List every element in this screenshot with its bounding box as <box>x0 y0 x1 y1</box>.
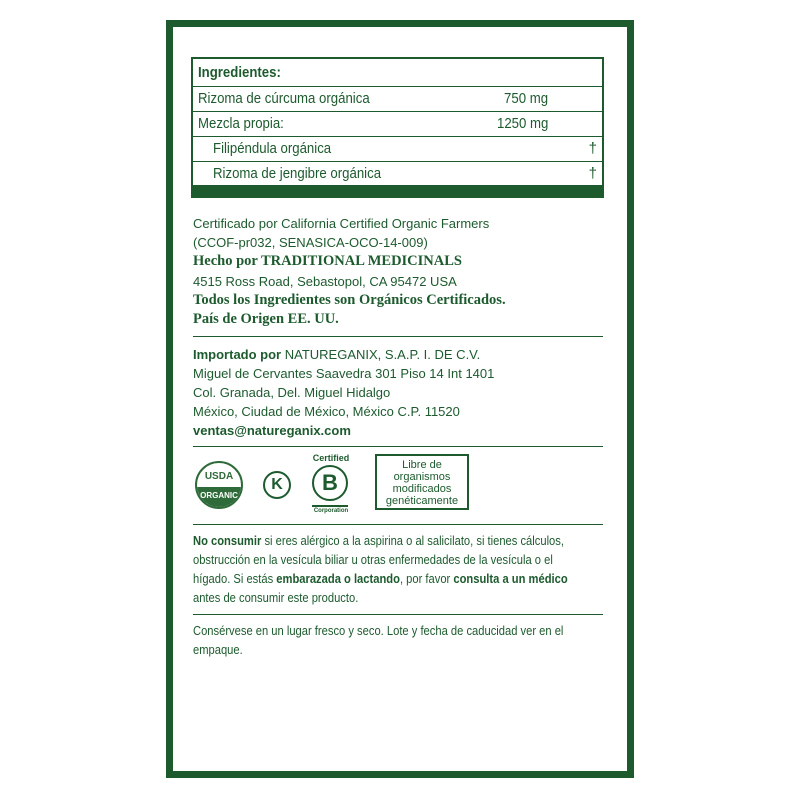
ingredient-dagger: † <box>588 140 597 157</box>
bcorp-b-icon: B <box>312 465 348 501</box>
gmo-line: genéticamente <box>385 495 459 507</box>
ingredient-name: Rizoma de cúrcuma orgánica <box>198 90 370 107</box>
warning-line: antes de consumir este producto. <box>193 590 359 605</box>
manufacturer <box>193 253 462 270</box>
manufacturer-company: TRADITIONAL MEDICINALS <box>260 253 462 269</box>
importer-company: NATUREGANIX, S.A.P. I. DE C.V. <box>284 347 481 362</box>
warning-text: , por favor <box>399 571 454 586</box>
ingredient-name: Filipéndula orgánica <box>213 140 332 157</box>
importer-prefix: Importado por <box>193 347 282 362</box>
gmo-line: modificados <box>392 483 452 495</box>
section-divider <box>193 336 603 337</box>
warning-text: si eres alérgico a la aspirina o al salicilato, si tienes cálculos, <box>261 533 564 548</box>
bcorp-underline <box>312 505 348 507</box>
warning-bold: embarazada o lactando <box>276 571 400 586</box>
storage-line: Consérvese en un lugar fresco y seco. Lote y fecha de caducidad ver en el <box>193 623 564 638</box>
warning-text: hígado. Si estás <box>193 571 277 586</box>
importer-email: ventas@natureganix.com <box>193 423 351 438</box>
manufacturer-prefix: Hecho por <box>193 253 258 269</box>
usda-logo-text: USDA <box>204 471 234 482</box>
section-divider <box>193 524 603 525</box>
importer-address-2: Col. Granada, Del. Miguel Hidalgo <box>193 385 391 400</box>
ingredient-row <box>193 87 602 111</box>
bcorp-certified-text: Certified <box>312 453 350 463</box>
certification-codes: (CCOF-pr032, SENASICA-OCO-14-009) <box>193 235 428 250</box>
kosher-logo: K <box>263 471 291 499</box>
usda-organic-logo <box>195 461 243 509</box>
bcorp-logo <box>307 453 355 517</box>
importer-line <box>193 347 480 362</box>
certification-line: Certificado por California Certified Organic Farmers <box>193 216 490 231</box>
ingredient-name: Mezcla propia: <box>198 115 284 132</box>
section-divider <box>193 614 603 615</box>
ingredient-amount: 1250 mg <box>496 115 548 132</box>
warning-line: obstrucción en la vesícula biliar u otras enfermedades de la vesícula o el <box>193 552 553 567</box>
ingredient-row <box>193 137 602 161</box>
gmo-line: Libre de <box>402 459 442 471</box>
label-frame <box>166 20 634 778</box>
warning-bold: No consumir <box>193 533 262 548</box>
ingredient-amount: 750 mg <box>503 90 548 107</box>
storage-line: empaque. <box>193 642 243 657</box>
importer-address-3: México, Ciudad de México, México C.P. 11520 <box>193 404 460 419</box>
importer-address-1: Miguel de Cervantes Saavedra 301 Piso 14 Int 1401 <box>193 366 495 381</box>
ingredients-table <box>191 57 604 198</box>
bcorp-corporation-text: Corporation <box>313 508 349 514</box>
gmo-line: organismos <box>393 471 451 483</box>
non-gmo-badge <box>375 454 469 510</box>
country-of-origin: País de Origen EE. UU. <box>193 311 339 327</box>
warning-bold: consulta a un médico <box>453 571 568 586</box>
ingredient-row <box>193 112 602 136</box>
warning-line <box>193 571 568 586</box>
organic-statement: Todos los Ingredientes son Orgánicos Certificados. <box>193 292 506 308</box>
ingredients-title: Ingredientes: <box>198 64 281 81</box>
manufacturer-address: 4515 Ross Road, Sebastopol, CA 95472 USA <box>193 274 457 289</box>
warning-line <box>193 533 564 548</box>
ingredient-dagger: † <box>588 165 597 182</box>
ingredient-name: Rizoma de jengibre orgánica <box>213 165 382 182</box>
ingredient-row <box>193 162 602 186</box>
ingredients-footer-bar <box>193 185 602 196</box>
section-divider <box>193 446 603 447</box>
usda-organic-text: ORGANIC <box>197 487 241 507</box>
